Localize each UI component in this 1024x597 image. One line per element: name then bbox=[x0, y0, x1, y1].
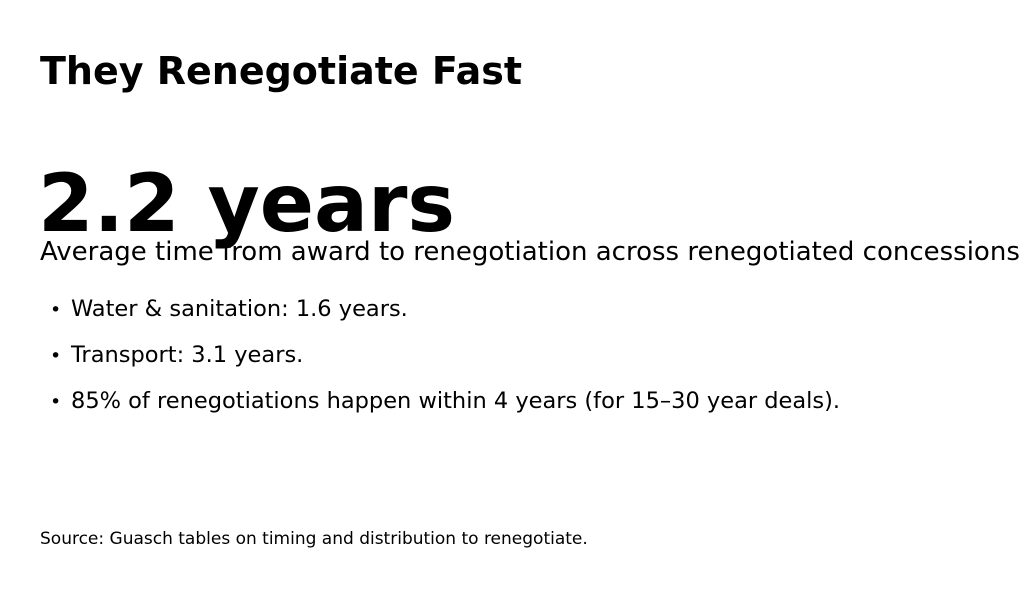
bullet-text: 85% of renegotiations happen within 4 years (for 15–30 year deals). bbox=[71, 388, 841, 414]
bullet-icon: • bbox=[50, 391, 62, 413]
bullet-list bbox=[50, 298, 840, 436]
source-note: Source: Guasch tables on timing and distribution to renegotiate. bbox=[40, 529, 588, 549]
bullet-icon: • bbox=[50, 345, 62, 367]
slide-title: They Renegotiate Fast bbox=[40, 49, 523, 93]
stat-value: 2.2 years bbox=[38, 157, 456, 250]
bullet-item-water-sanitation bbox=[50, 298, 840, 321]
bullet-item-transport bbox=[50, 344, 840, 367]
stat-caption: Average time from award to renegotiation across renegotiated concessions bbox=[40, 237, 1020, 267]
bullet-item-renegotiation-window bbox=[50, 390, 840, 413]
bullet-text: Water & sanitation: 1.6 years. bbox=[71, 296, 408, 322]
bullet-icon: • bbox=[50, 299, 62, 321]
bullet-text: Transport: 3.1 years. bbox=[71, 342, 304, 368]
